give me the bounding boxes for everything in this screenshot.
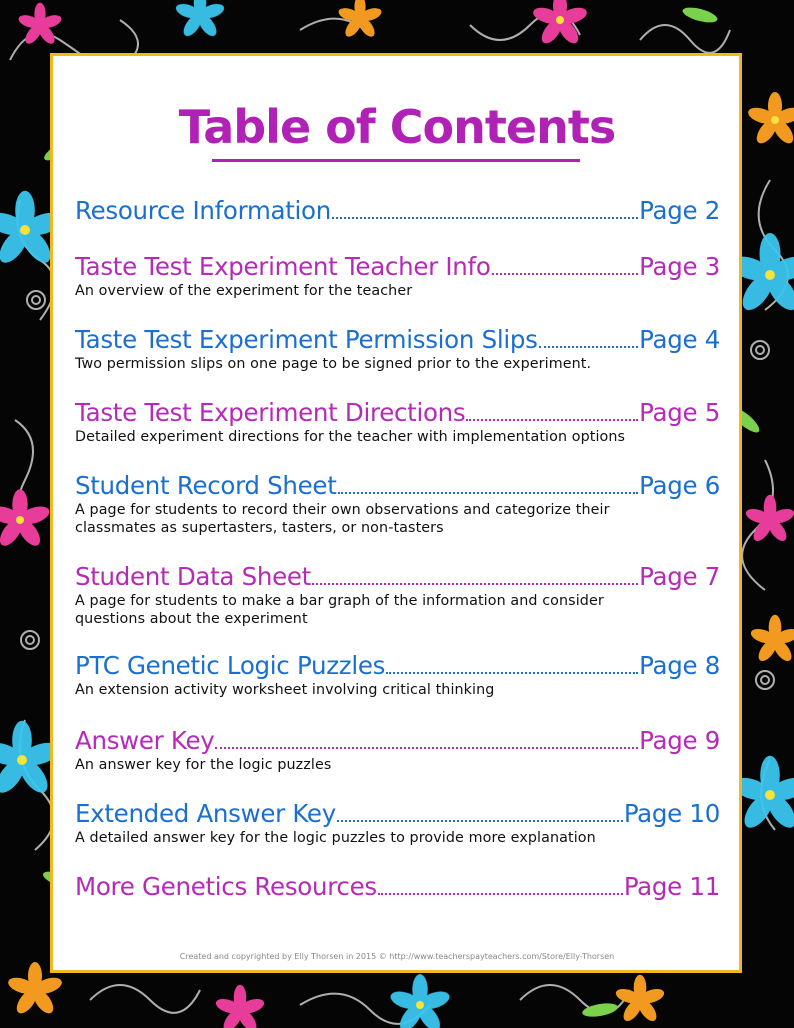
page-title: Table of Contents	[178, 100, 616, 154]
dot-leader	[539, 338, 639, 348]
toc-entry[interactable]	[75, 398, 720, 446]
toc-entry[interactable]	[75, 196, 720, 226]
title-underline	[212, 159, 580, 162]
entry-description: An extension activity worksheet involving critical thinking	[75, 682, 495, 698]
entry-title: Answer Key	[75, 726, 215, 755]
entry-title: Taste Test Experiment Teacher Info	[75, 252, 491, 281]
entry-title: Extended Answer Key	[75, 799, 336, 828]
toc-entry[interactable]	[75, 252, 720, 300]
dot-leader	[378, 885, 623, 895]
entry-title: More Genetics Resources	[75, 872, 377, 901]
dot-leader	[492, 265, 639, 275]
dot-leader	[312, 575, 638, 585]
entry-page: Page 3	[639, 252, 720, 281]
entry-page: Page 8	[639, 651, 720, 680]
entry-page: Page 5	[639, 398, 720, 427]
entry-description: A page for students to make a bar graph of the information and consider	[75, 593, 604, 609]
toc-entry[interactable]	[75, 562, 720, 628]
entry-title: Student Record Sheet	[75, 471, 337, 500]
entry-description: Detailed experiment directions for the teacher with implementation options	[75, 429, 626, 445]
entry-description: An overview of the experiment for the teacher	[75, 283, 413, 299]
toc-entry[interactable]	[75, 651, 720, 699]
entry-page: Page 4	[639, 325, 720, 354]
entry-description: A detailed answer key for the logic puzzles to provide more explanation	[75, 830, 596, 846]
entry-title: PTC Genetic Logic Puzzles	[75, 651, 386, 680]
toc-entry[interactable]	[75, 726, 720, 774]
entry-title: Resource Information	[75, 196, 331, 225]
dot-leader	[338, 484, 639, 494]
entry-page: Page 11	[623, 872, 720, 901]
entry-page: Page 6	[639, 471, 720, 500]
entry-description: A page for students to record their own observations and categorize their	[75, 502, 610, 518]
toc-entry[interactable]	[75, 471, 720, 537]
entry-page: Page 2	[639, 196, 720, 225]
dot-leader	[215, 739, 638, 749]
toc-entry[interactable]	[75, 325, 720, 373]
entry-description: An answer key for the logic puzzles	[75, 757, 332, 773]
entry-description-continued: questions about the experiment	[75, 611, 308, 627]
dot-leader	[386, 664, 638, 674]
copyright-footer: Created and copyrighted by Elly Thorsen in 2015 © http://www.teacherspayteachers.com/Store/Elly-Thorsen	[179, 952, 615, 961]
toc-entry[interactable]	[75, 799, 720, 847]
entry-page: Page 7	[639, 562, 720, 591]
entry-description: Two permission slips on one page to be signed prior to the experiment.	[75, 356, 592, 372]
entry-title: Student Data Sheet	[75, 562, 311, 591]
entry-title: Taste Test Experiment Permission Slips	[75, 325, 538, 354]
entry-title: Taste Test Experiment Directions	[75, 398, 466, 427]
toc-entry[interactable]	[75, 872, 720, 902]
dot-leader	[337, 812, 623, 822]
entry-page: Page 9	[639, 726, 720, 755]
dot-leader	[466, 411, 638, 421]
entry-description-continued: classmates as supertasters, tasters, or non-tasters	[75, 520, 444, 536]
entry-page: Page 10	[623, 799, 720, 828]
dot-leader	[332, 209, 638, 219]
